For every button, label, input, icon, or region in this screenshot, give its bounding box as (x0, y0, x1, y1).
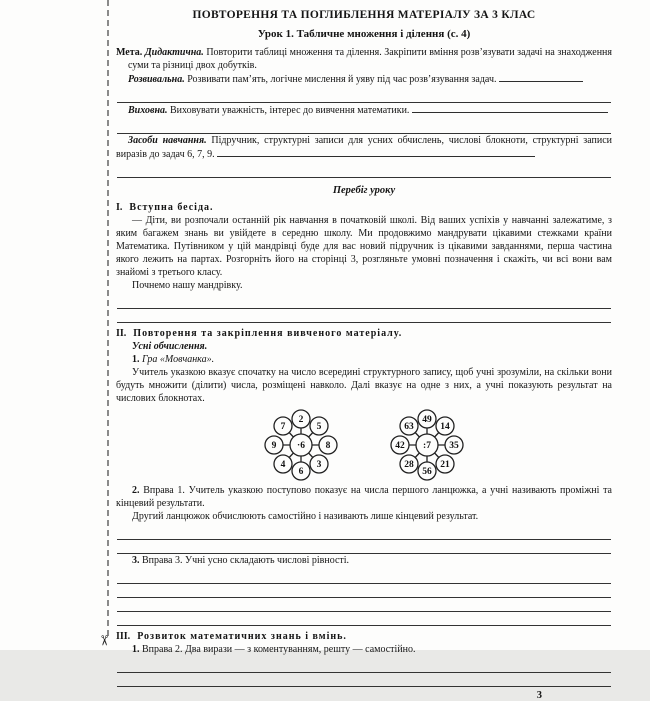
blank-line (117, 526, 611, 540)
game-title-line (116, 353, 612, 366)
game-title: Гра «Мовчанка». (142, 354, 215, 365)
section1-closing-line: Почнемо нашу мандрівку. (132, 280, 243, 291)
meta-didactic-label: Дидактична. (144, 47, 204, 58)
blank-line (117, 673, 611, 687)
game-description: Учитель указкою вказує спочатку на число всередині структурного запису, щоб учні зрозуміли, на скільки вони будуть множити (ділити) числа, розміщені навколо. Далі вказує на одне з них, а учні показують результат на числових блокнотах. (116, 367, 612, 404)
blank-line (117, 309, 611, 323)
wheel2-center-value: :7 (423, 441, 431, 451)
blank-fill (412, 103, 608, 113)
blank-line (117, 570, 611, 584)
exercise2-text: Вправа 2. Два вирази — з коментуванням, решту — самостійно. (142, 644, 416, 655)
blank-line (117, 295, 611, 309)
wheel2-value: 56 (422, 467, 432, 477)
lesson-flow-heading: Перебіг уроку (332, 185, 396, 196)
teaching-means-label: Засоби навчання. (128, 135, 207, 146)
exercise3-paragraph (116, 554, 612, 567)
exercise3-text: Вправа 3. Учні усно складають числові рівності. (142, 555, 350, 566)
blank-line (117, 120, 611, 134)
section2-heading-label: Повторення та закріплення вивченого матеріалу. (133, 328, 403, 339)
meta-developmental-text: Розвивати пам’ять, логічне мислення й уяву під час розв’язування задач. (187, 74, 497, 85)
wheel2-value: 35 (449, 441, 459, 451)
wheel1-center-value: ·6 (297, 441, 305, 451)
meta-label: Мета. (116, 47, 143, 58)
division-wheel-diagram (382, 407, 472, 483)
blank-line (117, 598, 611, 612)
section3-heading (116, 630, 612, 643)
teaching-means-text: Підручник, структурні записи для усних обчислень, числові блокноти, структурні записи виразів до задач 6, 7, 9. (116, 135, 613, 160)
page-number: 3 (536, 690, 542, 701)
wheel1-value: 5 (316, 422, 322, 432)
item1-number: 1. (132, 354, 140, 365)
wheel2-value: 14 (440, 422, 450, 432)
blank-fill (217, 147, 535, 157)
number-wheels (116, 407, 612, 483)
section3-item-number: 1. (132, 644, 140, 655)
blank-line (117, 540, 611, 554)
multiplication-wheel-diagram (256, 407, 346, 483)
scissors-icon: ✂ (95, 634, 111, 647)
blank-line (117, 164, 611, 178)
meta-didactic-text: Повторити таблиці множення та ділення. Закріпити вміння розв’язувати задачі на знаходження суми та різниці двох добутків. (128, 47, 613, 71)
section3-heading-label: Розвиток математичних знань і вмінь. (137, 631, 347, 642)
section2-numeral: II. (116, 328, 127, 339)
section3-numeral: III. (116, 631, 131, 642)
meta-educational-text: Виховувати уважність, інтерес до вивчення математики. (170, 105, 410, 116)
wheel1-value: 6 (298, 467, 304, 477)
wheel1-value: 2 (298, 415, 304, 425)
wheel2-value: 28 (404, 460, 414, 470)
blank-line (117, 89, 611, 103)
blank-fill (499, 72, 583, 82)
lesson-subtitle: Урок 1. Табличне множення і ділення (с. 4) (257, 28, 471, 40)
exercise2-paragraph (116, 643, 612, 656)
blank-line (117, 659, 611, 673)
wheel1-value: 8 (325, 441, 331, 451)
exercise1-paragraph (116, 484, 612, 510)
wheel1-value: 7 (280, 422, 286, 432)
blank-line (117, 612, 611, 626)
exercise1-second-chain: Другий ланцюжок обчислюють самостійно і називають лише кінцевий результат. (132, 511, 479, 522)
wheel2-value: 42 (395, 441, 405, 451)
cut-line (107, 0, 109, 636)
exercise1-text: Вправа 1. Учитель указкою поступово показує на числа першого ланцюжка, а учні називають проміжні та кінцевий результати. (116, 485, 612, 509)
section1-heading-label: Вступна бесіда. (129, 202, 214, 213)
meta-developmental-label: Розвивальна. (128, 74, 185, 85)
wheel1-value: 3 (316, 460, 322, 470)
item2-number: 2. (132, 485, 140, 496)
wheel2-value: 63 (404, 422, 414, 432)
wheel1-value: 9 (271, 441, 277, 451)
meta-paragraph (116, 46, 612, 72)
page-title: ПОВТОРЕННЯ ТА ПОГЛИБЛЕННЯ МАТЕРІАЛУ ЗА 3 КЛАС (192, 9, 536, 21)
wheel1-value: 4 (280, 460, 286, 470)
teaching-means-paragraph (116, 134, 612, 161)
section1-paragraph: — Діти, ви розпочали останній рік навчання в початковій школі. Від ваших успіхів у навчанні залежатиме, з яким багажем знань ви увійдете в середню школу. Ми продовжимо мандрувати цікавими стежками країни Математика. Путівником у цій мандрівці буде для вас новий підручник із цікавими завданнями, перша частина якого лежить на партах. Розгорніть його на сторінці 3, розгляньте умовні позначення і скажіть, чи всі вони вам знайомі з третього класу. (116, 215, 612, 278)
oral-calc-label: Усні обчислення. (132, 341, 208, 352)
blank-line (117, 584, 611, 598)
section1-numeral: I. (116, 202, 123, 213)
wheel2-value: 49 (422, 415, 432, 425)
section1-heading (116, 201, 612, 214)
item3-number: 3. (132, 555, 140, 566)
meta-developmental-paragraph (116, 72, 612, 86)
meta-educational-paragraph (116, 103, 612, 117)
section2-subheading (116, 340, 612, 353)
wheel2-value: 21 (440, 460, 450, 470)
section2-heading (116, 327, 612, 340)
meta-educational-label: Виховна. (128, 105, 168, 116)
page-content (116, 9, 612, 701)
